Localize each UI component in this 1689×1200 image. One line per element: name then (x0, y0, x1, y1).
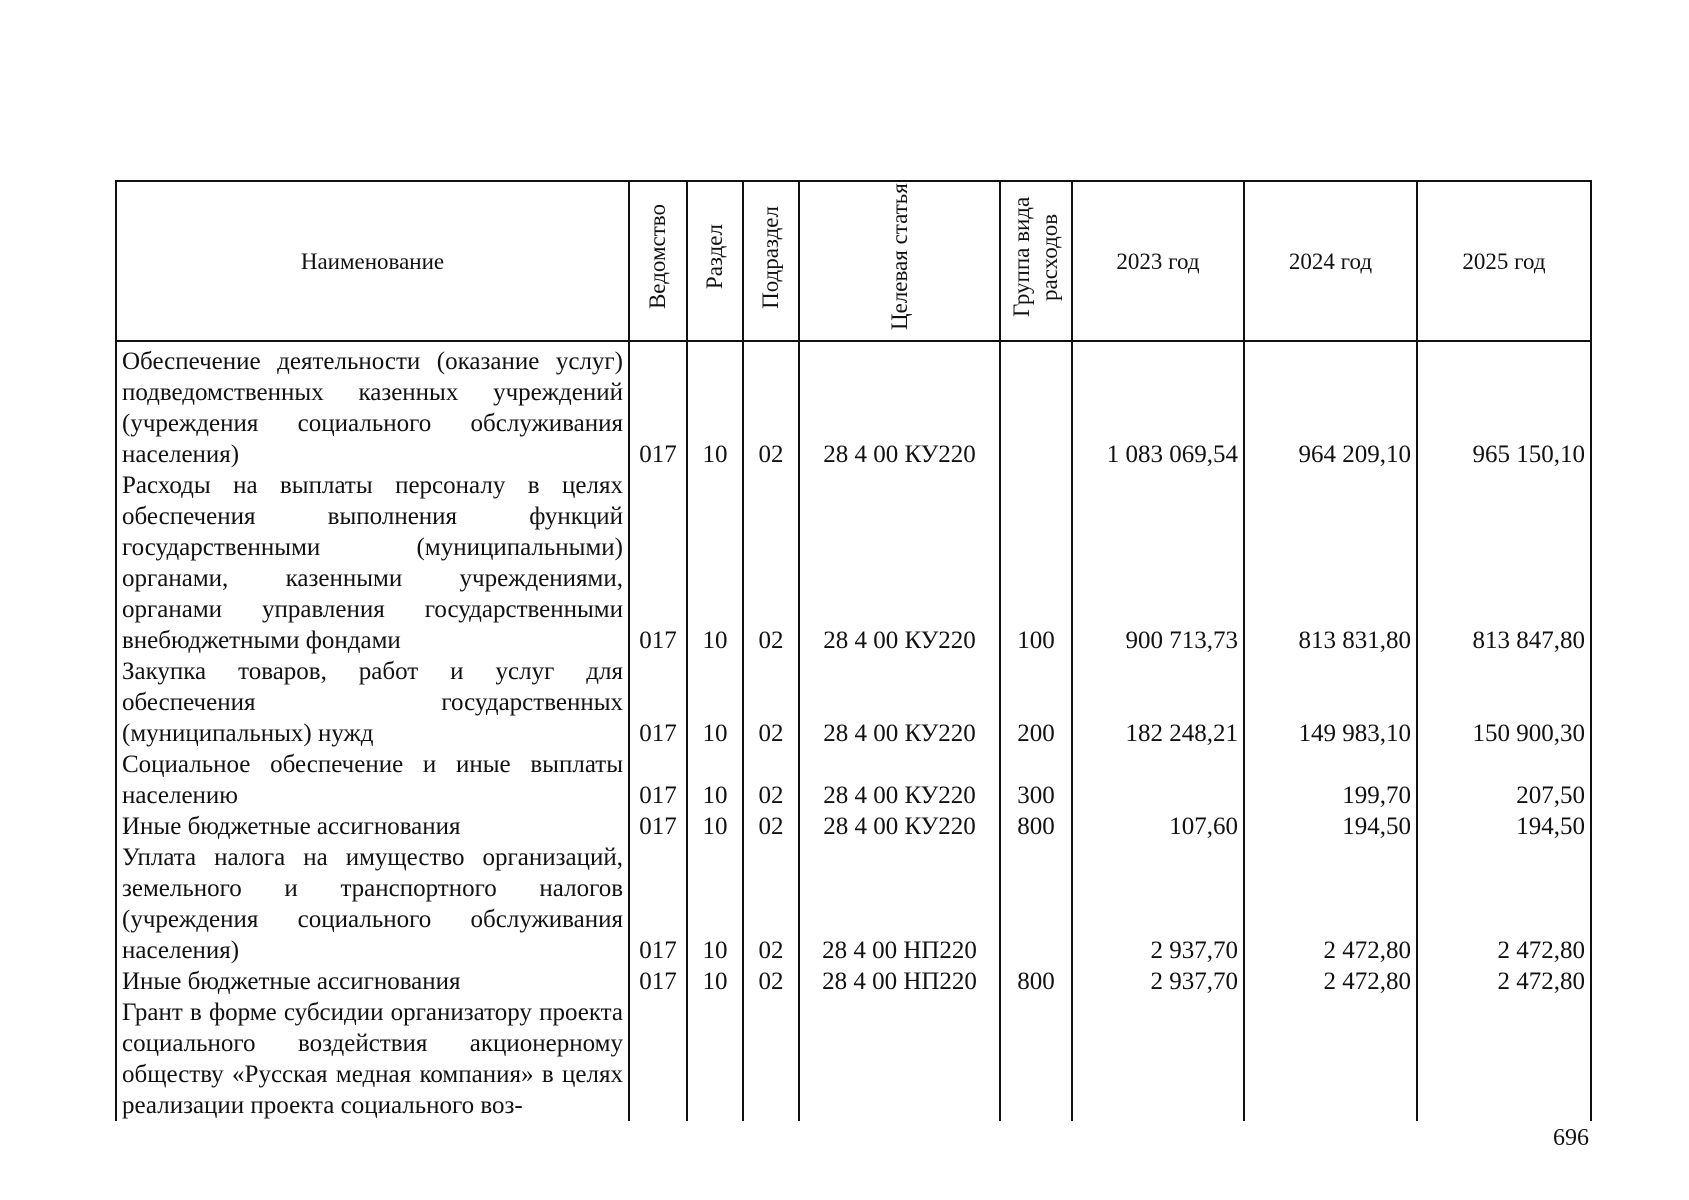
row-2023: 2 937,70 (1072, 966, 1244, 997)
row-2025 (1417, 997, 1591, 1121)
row-dept: 017 (629, 749, 687, 811)
header-target: Целевая статья (799, 181, 1000, 341)
row-target: 28 4 00 НП220 (799, 966, 1000, 997)
row-target: 28 4 00 КУ220 (799, 341, 1000, 470)
row-group (1000, 341, 1072, 470)
row-section: 10 (687, 811, 743, 842)
row-section: 10 (687, 842, 743, 966)
row-dept: 017 (629, 842, 687, 966)
row-section: 10 (687, 749, 743, 811)
row-dept: 017 (629, 811, 687, 842)
header-2023: 2023 год (1072, 181, 1244, 341)
row-2025: 194,50 (1417, 811, 1591, 842)
header-group: Группа вида расходов (1000, 181, 1072, 341)
row-dept: 017 (629, 656, 687, 749)
row-target: 28 4 00 КУ220 (799, 470, 1000, 656)
row-dept: 017 (629, 341, 687, 470)
row-dept (629, 997, 687, 1121)
header-name: Наименование (116, 181, 629, 341)
row-group: 300 (1000, 749, 1072, 811)
row-target: 28 4 00 КУ220 (799, 749, 1000, 811)
table-row (116, 842, 1591, 966)
table-header-row (116, 181, 1591, 341)
row-subsection: 02 (743, 341, 799, 470)
row-name: Иные бюджетные ассигнования (116, 966, 629, 997)
row-subsection: 02 (743, 811, 799, 842)
row-2023: 900 713,73 (1072, 470, 1244, 656)
table-row (116, 749, 1591, 811)
table-row (116, 997, 1591, 1121)
row-subsection (743, 997, 799, 1121)
row-section: 10 (687, 656, 743, 749)
row-group: 800 (1000, 811, 1072, 842)
row-target (799, 997, 1000, 1121)
row-2023: 2 937,70 (1072, 842, 1244, 966)
row-subsection: 02 (743, 656, 799, 749)
budget-table (115, 180, 1592, 1121)
row-section: 10 (687, 470, 743, 656)
header-section: Раздел (687, 181, 743, 341)
row-name: Иные бюджетные ассигнования (116, 811, 629, 842)
row-2023 (1072, 749, 1244, 811)
row-2023 (1072, 997, 1244, 1121)
header-2024: 2024 год (1244, 181, 1417, 341)
table-row (116, 470, 1591, 656)
header-dept: Ведомство (629, 181, 687, 341)
row-group (1000, 842, 1072, 966)
row-target: 28 4 00 КУ220 (799, 656, 1000, 749)
row-2023: 1 083 069,54 (1072, 341, 1244, 470)
row-subsection: 02 (743, 749, 799, 811)
row-2024 (1244, 997, 1417, 1121)
row-2024: 194,50 (1244, 811, 1417, 842)
row-dept: 017 (629, 470, 687, 656)
header-2025: 2025 год (1417, 181, 1591, 341)
row-2025: 2 472,80 (1417, 966, 1591, 997)
table-row (116, 811, 1591, 842)
row-group: 800 (1000, 966, 1072, 997)
row-dept: 017 (629, 966, 687, 997)
row-group (1000, 997, 1072, 1121)
row-group: 100 (1000, 470, 1072, 656)
row-section: 10 (687, 341, 743, 470)
row-name: Социальное обеспечение и иные выплаты населению (116, 749, 629, 811)
row-2023: 182 248,21 (1072, 656, 1244, 749)
row-name: Уплата налога на имущество организаций, земельного и транспортного налогов (учреждения социального обслуживания населения) (116, 842, 629, 966)
row-subsection: 02 (743, 966, 799, 997)
page-number: 696 (1553, 1125, 1589, 1151)
row-2025: 207,50 (1417, 749, 1591, 811)
row-name: Грант в форме субсидии организатору проекта социального воздействия акционерному обществу «Русская медная компания» в целях реализации проекта социального воз- (116, 997, 629, 1121)
row-2024: 199,70 (1244, 749, 1417, 811)
row-subsection: 02 (743, 470, 799, 656)
table-row (116, 656, 1591, 749)
row-2024: 2 472,80 (1244, 842, 1417, 966)
row-2023: 107,60 (1072, 811, 1244, 842)
row-2024: 149 983,10 (1244, 656, 1417, 749)
row-2025: 2 472,80 (1417, 842, 1591, 966)
row-name: Обеспечение деятельности (оказание услуг) подведомственных казенных учреждений (учреждения социального обслуживания населения) (116, 341, 629, 470)
row-subsection: 02 (743, 842, 799, 966)
row-2024: 2 472,80 (1244, 966, 1417, 997)
row-group: 200 (1000, 656, 1072, 749)
row-2024: 964 209,10 (1244, 341, 1417, 470)
row-name: Закупка товаров, работ и услуг для обеспечения государственных (муниципальных) нужд (116, 656, 629, 749)
row-section (687, 997, 743, 1121)
table-row (116, 966, 1591, 997)
row-section: 10 (687, 966, 743, 997)
row-2025: 965 150,10 (1417, 341, 1591, 470)
row-name: Расходы на выплаты персоналу в целях обеспечения выполнения функций государственными (муниципальными) органами, казенными учреждениями, органами управления государственными внебюджетными фондами (116, 470, 629, 656)
row-2024: 813 831,80 (1244, 470, 1417, 656)
table-row (116, 341, 1591, 470)
row-2025: 813 847,80 (1417, 470, 1591, 656)
row-target: 28 4 00 НП220 (799, 842, 1000, 966)
header-subsection: Подраздел (743, 181, 799, 341)
row-2025: 150 900,30 (1417, 656, 1591, 749)
row-target: 28 4 00 КУ220 (799, 811, 1000, 842)
